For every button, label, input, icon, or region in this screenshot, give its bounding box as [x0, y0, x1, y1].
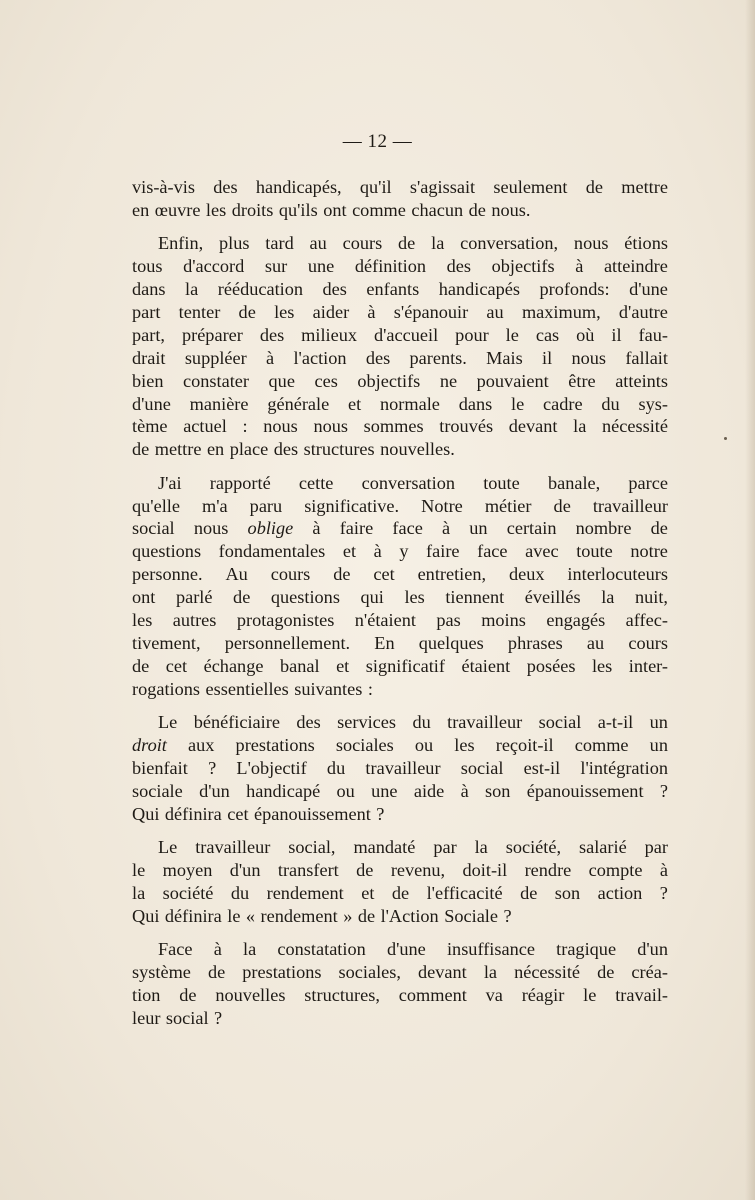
text-line: tivement, personnellement. En quelques phrases au cours	[132, 632, 668, 653]
text-line: la société du rendement et de l'efficacité de son action ?	[132, 882, 668, 903]
text-line: sociale d'un handicapé ou une aide à son épanouissement ?	[132, 780, 668, 801]
text-line: rogations essentielles suivantes :	[132, 678, 373, 699]
text-line: système de prestations sociales, devant la nécessité de créa-	[132, 962, 668, 982]
text-line: part tenter de les aider à s'épanouir au maximum, d'autre	[132, 301, 668, 322]
text-line: bien constater que ces objectifs ne pouvaient être atteints	[132, 370, 668, 391]
paper-speck	[724, 437, 727, 440]
text-line: vis-à-vis des handicapés, qu'il s'agissait seulement de mettre	[132, 177, 668, 197]
paragraph	[132, 836, 668, 928]
paragraph-gap	[132, 826, 668, 837]
text-line: Qui définira le « rendement » de l'Action Sociale ?	[132, 905, 512, 926]
text-line: drait suppléer à l'action des parents. Mais il nous fallait	[132, 347, 668, 368]
text-line: de mettre en place des structures nouvelles.	[132, 439, 455, 460]
text-line: tous d'accord sur une définition des objectifs à atteindre	[132, 256, 668, 277]
text-line: le moyen d'un transfert de revenu, doit-il rendre compte à	[132, 859, 668, 880]
text-line: tème actuel : nous nous sommes trouvés devant la nécessité	[132, 416, 668, 437]
paragraph-gap	[132, 928, 668, 939]
paragraph	[132, 176, 668, 222]
text-line: bienfait ? L'objectif du travailleur social est-il l'intégration	[132, 757, 668, 778]
text-line: Le travailleur social, mandaté par la société, salarié par	[158, 837, 668, 858]
page-edge-shadow	[745, 0, 755, 1200]
text-line: Face à la constatation d'une insuffisance tragique d'un	[158, 939, 668, 960]
text-line: J'ai rapporté cette conversation toute banale, parce	[158, 472, 668, 493]
text-line: Le bénéficiaire des services du travailleur social a-t-il un	[158, 712, 668, 733]
paragraph-gap	[132, 701, 668, 712]
text-line: en œuvre les droits qu'ils ont comme chacun de nous.	[132, 199, 531, 220]
text-line: de cet échange banal et significatif étaient posées les inter-	[132, 655, 668, 676]
paragraph-gap	[132, 461, 668, 472]
text-line: personne. Au cours de cet entretien, deux interlocuteurs	[132, 564, 668, 585]
text-line: questions fondamentales et à y faire face avec toute notre	[132, 541, 668, 562]
text-line: Enfin, plus tard au cours de la conversation, nous étions	[158, 233, 668, 254]
text-line: ont parlé de questions qui les tiennent éveillés la nuit,	[132, 587, 668, 608]
page-number: — 12 —	[342, 131, 413, 152]
body-text	[132, 176, 668, 1030]
text-line: part, préparer des milieux d'accueil pour le cas où il fau-	[132, 324, 668, 345]
text-line: les autres protagonistes n'étaient pas moins engagés affec-	[132, 610, 668, 631]
text-line: droit aux prestations sociales ou les reçoit-il comme un	[132, 734, 668, 755]
paragraph-gap	[132, 222, 668, 233]
text-line: Qui définira cet épanouissement ?	[132, 803, 385, 824]
paragraph	[132, 938, 668, 1030]
paragraph	[132, 711, 668, 825]
text-line: tion de nouvelles structures, comment va réagir le travail-	[132, 984, 668, 1005]
text-line: d'une manière générale et normale dans le cadre du sys-	[132, 393, 668, 414]
text-line: leur social ?	[132, 1007, 223, 1028]
paragraph	[132, 472, 668, 701]
text-line: qu'elle m'a paru significative. Notre métier de travailleur	[132, 495, 668, 516]
paragraph	[132, 232, 668, 461]
text-line: dans la rééducation des enfants handicapés profonds: d'une	[132, 279, 668, 300]
text-line: social nous oblige à faire face à un certain nombre de	[132, 518, 668, 539]
